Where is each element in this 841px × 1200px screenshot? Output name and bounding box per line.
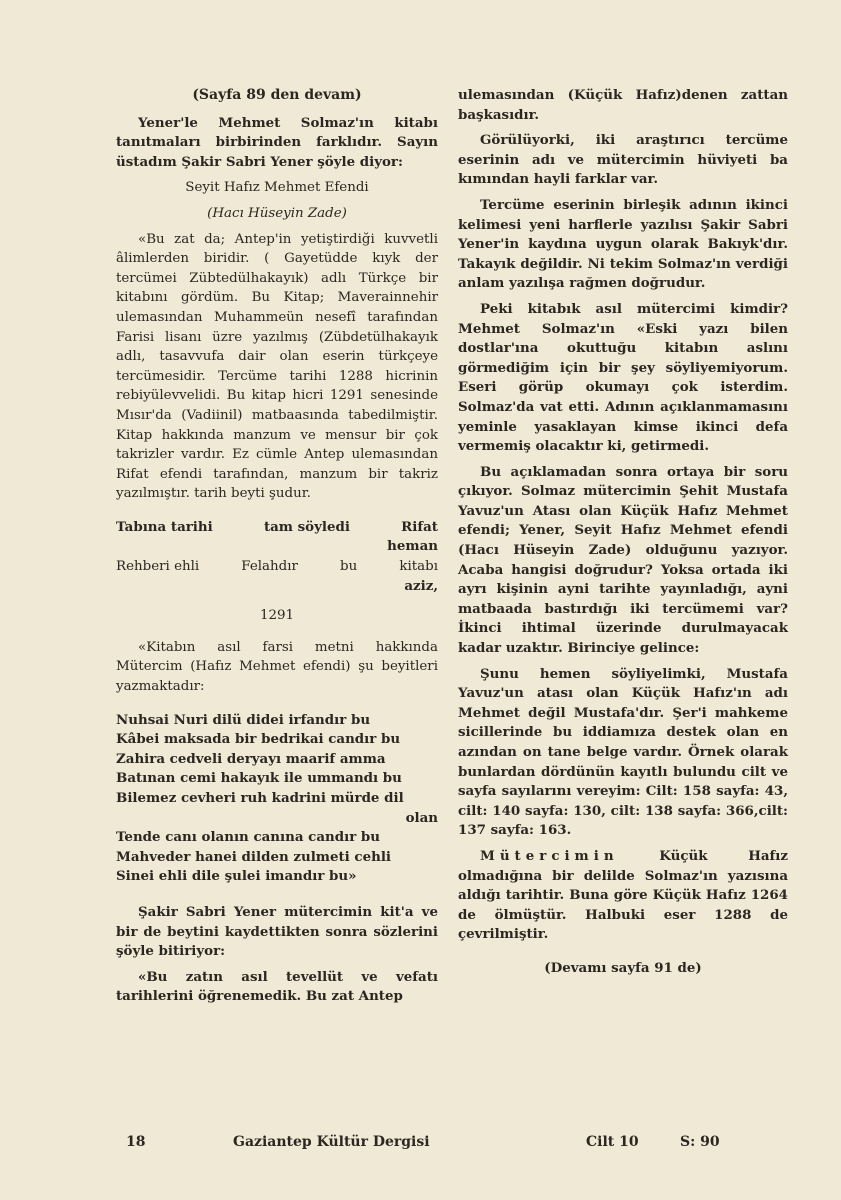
poem xyxy=(116,711,438,887)
verse-word: tam söyledi xyxy=(263,518,350,535)
poem-line: Nuhsai Nuri dilü didei irfandır bu xyxy=(116,711,371,728)
verse-word: Tabına tarihi xyxy=(116,518,213,535)
verse-word: bu xyxy=(340,559,358,575)
verse-word: Rehberi ehli xyxy=(116,559,200,575)
poem-line: Sinei ehli dile şulei imandır bu» xyxy=(116,868,357,885)
paragraph: Şakir Sabri Yener mütercimin kit'a ve bir de beytini kaydettikten sonra sözlerini şöyle bitiriyor: xyxy=(116,903,438,960)
poem-line: Mahveder hanei dilden zulmeti cehli xyxy=(116,848,391,865)
poem-line: Bilemez cevheri ruh kadrini mürde dil xyxy=(116,790,404,806)
spaced-word: Mütercimin xyxy=(480,847,619,864)
issue-label: S: 90 xyxy=(680,1134,720,1150)
paragraph xyxy=(458,847,788,945)
paragraph: Bu açıklamadan sonra ortaya bir soru çıkıyor. Solmaz mütercimin Şehit Mustafa Yavuz'un Atası olan Küçük Hafız Mehmet efendi; Yener, Seyit Hafız Mehmet efendi (Hacı Hüseyin Zade) olduğunu yazıyor. Acaba hangisi doğrudur? Yoksa ortada iki ayrı kişinin ayni tarihte yayınladığı, ayni matbaada bastırdığı iki tercümemi var? İkinci ihtimal üzerinde durulmayacak kadar uzaktır. Birinciye gelince: xyxy=(458,463,788,657)
subheading-family: (Hacı Hüseyin Zade) xyxy=(207,205,347,221)
verse-year: 1291 xyxy=(259,608,295,624)
paragraph: Yener'le Mehmet Solmaz'ın kitabı tanıtmaları birbirinden farklıdır. Sayın üstadım Şakir Sabri Yener şöyle diyor: xyxy=(116,114,438,170)
poem-line: Zahira cedveli deryayı maarif amma xyxy=(116,750,386,767)
paragraph-text: Küçük Hafız olmadığına bir delilde Solmaz'ın yazısına aldığı tarihtir. Buna göre Küçük Hafız 1264 de ölmüştür. Halbuki eser 1288 de çevrilmiştir. xyxy=(458,847,788,943)
right-column xyxy=(458,86,788,979)
poem-line: Batınan cemi hakayık ile ummandı bu xyxy=(116,770,402,787)
poem-line: olan xyxy=(405,809,438,826)
verse-word: heman xyxy=(387,538,438,555)
left-column xyxy=(116,86,438,1013)
verse-word: kitabı xyxy=(399,559,438,575)
continued-to-label: (Devamı sayfa 91 de) xyxy=(544,959,702,976)
page-number: 18 xyxy=(126,1134,146,1150)
quote-paragraph: «Bu zat da; Antep'in yetiştirdiği kuvvetli âlimlerden biridir. ( Gayetüdde kıyk der tercümei Zübtedülhakayık) adlı Türkçe bir kitabını gördüm. Bu Kitap; Maverainnehir ulemasından Muhammeün nesefî tarafından Farisi lisanı üzre yazılmış (Zübdetülhakayık adlı, tasavvufa dair olan eserin türkçeye tercümesidir. Tercüme tarihi 1288 hicrinin rebiyülevvelidi. Bu kitap hicri 1291 senesinde Mısır'da (Vadiinil) matbaasında tabedilmiştir. Kitap hakkında manzum ve mensur bir çok takrizler vardır. Ez cümle Antep ulemasından Rifat efendi tarafından, manzum bir takriz yazılmıştır. tarih beyti şudur. xyxy=(116,231,438,502)
poem-line: Kâbei maksada bir bedrikai candır bu xyxy=(116,731,401,748)
verse-word: Rifat xyxy=(401,518,438,535)
paragraph: «Kitabın asıl farsi metni hakkında Mütercim (Hafız Mehmet efendi) şu beyitleri yazmaktadır: xyxy=(116,639,438,695)
paragraph: ulemasından (Küçük Hafız)denen zattan başkasıdır. xyxy=(458,87,788,123)
paragraph: Peki kitabık asıl mütercimi kimdir? Mehmet Solmaz'ın «Eski yazı bilen dostlar'ına okuttuğu kitabın aslını görmediğim için bir şey söyliyemiyorum. Eseri görüp okumayı çok isterdim. Solmaz'da vat etti. Adının açıklanmamasını yeminle yasaklayan kimse ikinci defa vermemiş olacaktır ki, getirmedi. xyxy=(458,300,788,455)
verse-word: aziz, xyxy=(404,577,438,594)
paragraph: «Bu zatın asıl tevellüt ve vefatı tarihlerini öğrenemedik. Bu zat Antep xyxy=(116,968,438,1005)
paragraph: Şunu hemen söyliyelimki, Mustafa Yavuz'un atası olan Küçük Hafız'ın adı Mehmet değil Mustafa'dır. Şer'i mahkeme sicillerinde bu iddiamıza destek olan en azından on tane belge vardır. Örnek olarak bunlardan dördünün kayıtlı bulundu cilt ve sayfa sayılarını vereyim: Cilt: 158 sayfa: 43, cilt: 140 sayfa: 130, cilt: 138 sayfa: 366,cilt: 137 sayfa: 163. xyxy=(458,665,788,839)
continued-from-label: (Sayfa 89 den devam) xyxy=(192,87,362,103)
verse-word: Felahdır xyxy=(241,559,298,575)
subheading-name: Seyit Hafız Mehmet Efendi xyxy=(185,180,369,196)
date-verse xyxy=(116,518,438,626)
magazine-title: Gaziantep Kültür Dergisi xyxy=(233,1134,430,1150)
paragraph: Görülüyorki, iki araştırıcı tercüme eserinin adı ve mütercimin hüviyeti ba kımından hayli farklar var. xyxy=(458,132,788,188)
poem-line: Tende canı olanın canına candır bu xyxy=(116,829,381,846)
volume-label: Cilt 10 xyxy=(586,1134,639,1150)
paragraph: Tercüme eserinin birleşik adının ikinci kelimesi yeni harflerle yazılısı Şakir Sabri Yener'in kaydına uygun olarak Bakıyk'dır. Takayık değildir. Ni tekim Solmaz'ın verdiği anlam yazılışa rağmen doğrudur. xyxy=(458,196,788,292)
